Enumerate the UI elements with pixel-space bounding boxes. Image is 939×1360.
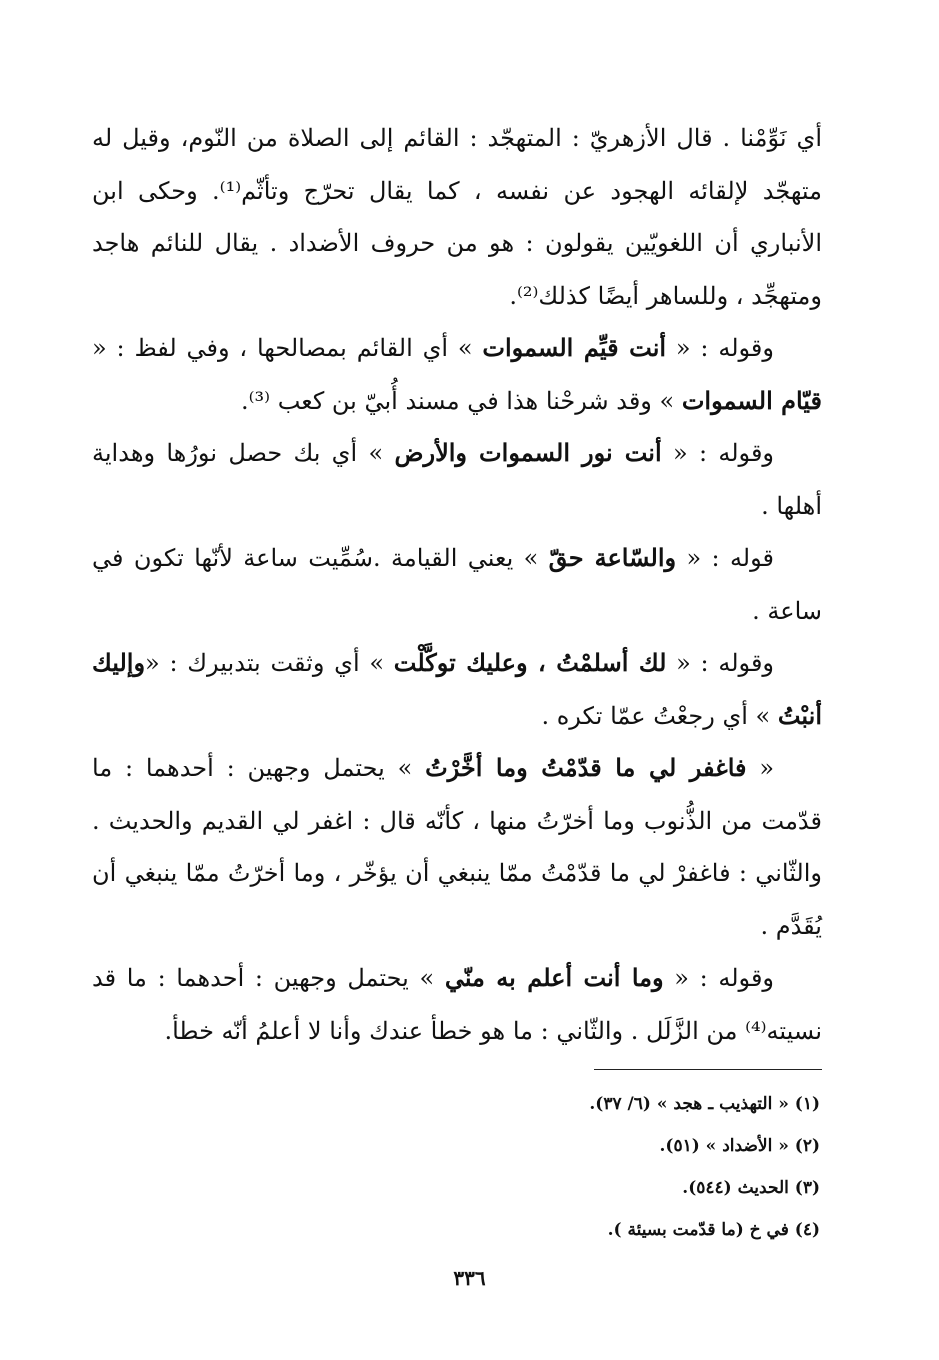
text-segment: » يعني القيامة .سُمِّيت ساعة لأنّها تكون في ساعة .: [92, 544, 822, 625]
text-segment: » أي رجعْتُ عمّا تكره .: [541, 701, 778, 730]
paragraph-3: [92, 427, 822, 532]
text-segment: » يحتمل وجهين : أحدهما : ما قدّمت من الذُّنوب وما أخرّتُ منها ، كأنّه قال : اغفر لي القديم والحديث . والثّاني : فاغفرْ لي ما قدّمْتُ ممّا ينبغي أن يؤخّر ، وما أخرّتُ ممّا ينبغي أن يُقَدَّم .: [92, 754, 823, 940]
quoted-phrase: وإليك أنبْتُ: [92, 648, 822, 730]
footnote-2: (٢) « الأضداد » (٥١).: [659, 1136, 820, 1156]
quoted-phrase: والسّاعة حقّ: [548, 543, 677, 572]
text-segment: وقوله : «: [666, 649, 775, 677]
footnote-4: (٤) في خ (ما قدّمت بسيئة ).: [607, 1220, 820, 1240]
text-segment: وقوله : «: [661, 439, 775, 467]
page-number: ٣٣٦: [453, 1266, 486, 1290]
paragraph-2: [92, 322, 822, 427]
main-text: [92, 112, 822, 1057]
text-segment: أي نَوِّمْنا . قال الأزهريّ : المتهجّد : القائم إلى الصلاة من النّوم، وقيل له متهجّد لإلقائه الهجود عن نفسه ، كما يقال تحرّج وتأثّم⁽¹⁾. وحكى ابن الأنباري أن اللغويّين يقولون : هو من حروف الأضداد . يقال للنائم هاجد ومتهجِّد ، وللساهر أيضًا كذلك⁽²⁾.: [92, 124, 822, 310]
footnote-3: (٣) الحديث (٥٤٤).: [682, 1178, 820, 1198]
paragraph-7: [92, 952, 822, 1057]
quoted-phrase: فاغفر لي ما قدّمْتُ وما أخَّرْتُ: [425, 753, 747, 782]
text-segment: «: [746, 754, 775, 782]
text-segment: » أي وثقت بتدبيرك : «: [145, 649, 394, 677]
text-segment: » أي القائم بمصالحها ، وفي لفظ : «: [92, 334, 483, 362]
text-segment: » يحتمل وجهين : أحدهما : ما قد نسيته⁽⁴⁾ من الزَّلَل . والثّاني : ما هو خطأ عندك وأنا لا أعلمُ أنّه خطأ.: [92, 964, 822, 1045]
paragraph-6: [92, 742, 822, 952]
footnote-1: (١) « التهذيب ـ هجد » (٦/ ٣٧).: [589, 1094, 820, 1114]
paragraph-1: [92, 112, 822, 322]
footnote-divider: [594, 1069, 822, 1070]
text-segment: » وقد شرحْنا هذا في مسند أُبيّ بن كعب ⁽³⁾.: [241, 386, 682, 415]
text-segment: » أي بك حصل نورُها وهداية أهلها .: [92, 439, 822, 520]
quoted-phrase: أنت نور السموات والأرض: [394, 438, 662, 467]
text-segment: وقوله : «: [666, 334, 774, 362]
text-segment: قوله : «: [676, 544, 774, 572]
paragraph-4: [92, 532, 822, 637]
quoted-phrase: لك أسلمْتُ ، وعليك توكَّلْت: [393, 648, 667, 677]
text-segment: وقوله : «: [663, 964, 775, 992]
quoted-phrase: قيّام السموات: [681, 385, 822, 415]
quoted-phrase: وما أنت أعلم به منّي: [444, 963, 664, 992]
paragraph-5: [92, 637, 822, 742]
footnotes: [420, 1083, 820, 1251]
quoted-phrase: أنت قيِّم السموات: [482, 333, 667, 362]
